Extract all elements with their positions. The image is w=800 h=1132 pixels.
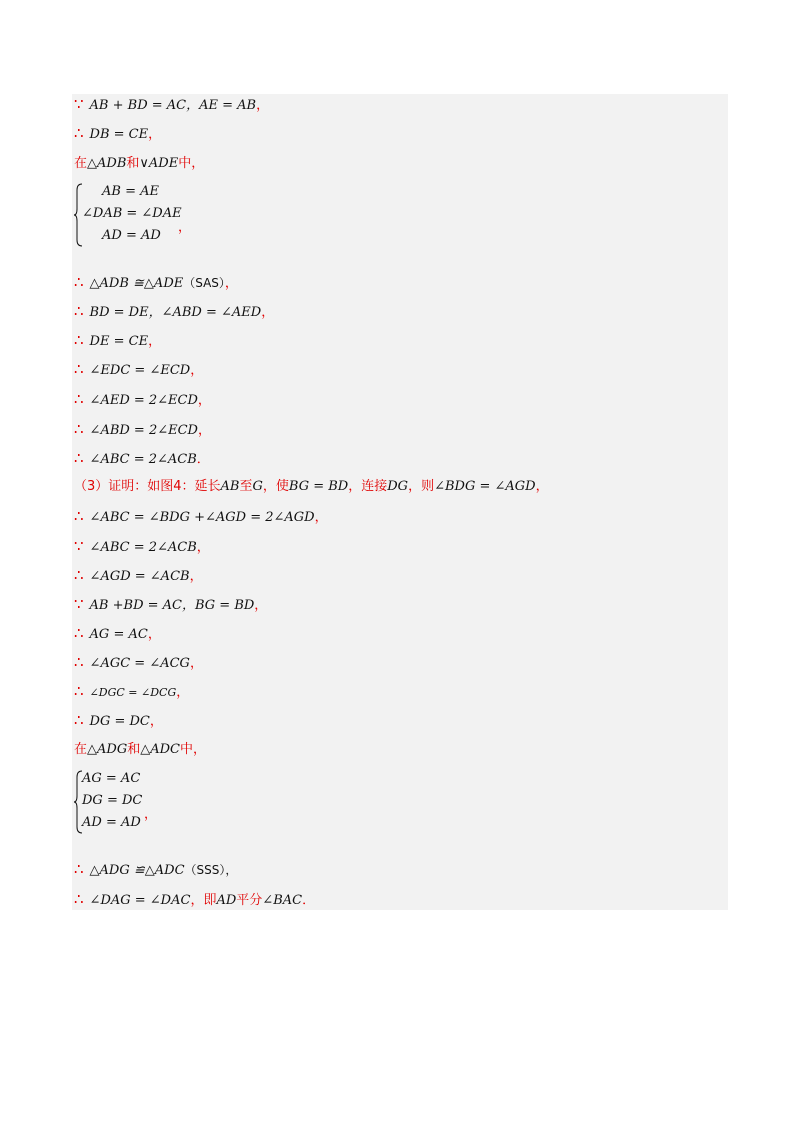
- equation: △ADB ≅△ADE: [89, 276, 184, 291]
- punct: ，: [178, 220, 192, 235]
- proof-line-7: [74, 358, 203, 380]
- punct: ，: [149, 714, 163, 729]
- equation: ∠ABC = 2∠ACB: [89, 540, 197, 555]
- punct: ，: [224, 276, 238, 291]
- proof-part-3-heading: [74, 476, 549, 498]
- therefore-symbol: ∴: [74, 653, 84, 671]
- equation: ∠DAG = ∠DAC: [89, 893, 191, 908]
- system-row: DG = DC: [82, 793, 143, 808]
- text: 至: [239, 479, 253, 494]
- proof-line-5: [74, 300, 274, 322]
- proof-line-19: [74, 739, 206, 761]
- therefore-symbol: ∴: [74, 273, 84, 291]
- punct: ，: [148, 127, 162, 142]
- equation: ∠DGC = ∠DCG: [89, 686, 177, 699]
- punct: ，: [261, 305, 275, 320]
- triangle-2: ∨ADE: [139, 156, 179, 171]
- equation: BD = DE，∠ABD = ∠AED: [89, 305, 262, 320]
- equation: DE = CE: [89, 334, 149, 349]
- proof-line-8: [74, 388, 211, 410]
- punct: ，: [225, 863, 238, 877]
- therefore-symbol: ∴: [74, 682, 84, 700]
- punct: ，: [314, 510, 328, 525]
- punct: ，: [147, 627, 161, 642]
- punct: ，: [197, 393, 211, 408]
- proof-line-6: [74, 329, 161, 351]
- equation: DB = CE: [89, 127, 149, 142]
- proof-line-12: [74, 535, 210, 557]
- therefore-symbol: ∴: [74, 507, 84, 525]
- equation: AB +BD = AC，BG = BD: [89, 598, 255, 613]
- therefore-symbol: ∴: [74, 860, 84, 878]
- proof-line-13: [74, 564, 203, 586]
- proof-line-21: [74, 888, 315, 910]
- therefore-symbol: ∴: [74, 566, 84, 584]
- proof-line-3: [74, 153, 204, 175]
- angle: ∠BAC: [262, 893, 303, 908]
- punct: ，: [190, 363, 204, 378]
- equation: ∠AGD = ∠ACB: [89, 569, 190, 584]
- therefore-symbol: ∴: [74, 390, 84, 408]
- text: 平分: [236, 893, 263, 908]
- system-row: AD = AD: [82, 815, 141, 830]
- text: 在: [74, 742, 88, 757]
- equation: AB + BD = AC，AE = AB: [89, 98, 257, 113]
- congruence-reason: （SAS）: [183, 276, 225, 290]
- punct: ，: [176, 685, 190, 700]
- because-symbol: ∵: [74, 537, 84, 555]
- equation: △ADG ≌△ADC: [89, 863, 185, 878]
- punct: ，: [189, 656, 203, 671]
- text: ，即: [190, 893, 217, 908]
- therefore-symbol: ∴: [74, 890, 84, 908]
- proof-line-10: [74, 447, 210, 469]
- therefore-symbol: ∴: [74, 124, 84, 142]
- point: G: [252, 479, 263, 494]
- proof-line-14: [74, 593, 267, 615]
- punct: ．: [196, 452, 210, 467]
- segment: AD: [216, 893, 237, 908]
- equation: AG = AC: [89, 627, 148, 642]
- text: 和: [127, 742, 141, 757]
- therefore-symbol: ∴: [74, 711, 84, 729]
- equation: ∠EDC = ∠ECD: [89, 363, 191, 378]
- system-row: AB = AE: [102, 184, 159, 199]
- equation: ∠ABD = 2∠ECD: [89, 423, 198, 438]
- equation: ∠AGC = ∠ACG: [89, 656, 190, 671]
- proof-line-18: [74, 709, 163, 731]
- therefore-symbol: ∴: [74, 360, 84, 378]
- because-symbol: ∵: [74, 95, 84, 113]
- punct: ，: [256, 98, 270, 113]
- triangle-1: △ADG: [87, 742, 128, 757]
- proof-line-4: [74, 271, 238, 293]
- proof-line-2: [74, 122, 161, 144]
- triangle-1: △ADB: [87, 156, 127, 171]
- text: ，连接: [348, 479, 388, 494]
- congruence-reason: （SSS）: [184, 863, 226, 877]
- system-row: AD = AD: [102, 228, 161, 243]
- punct: ．: [302, 893, 316, 908]
- punct: ，: [189, 569, 203, 584]
- because-symbol: ∵: [74, 595, 84, 613]
- therefore-symbol: ∴: [74, 331, 84, 349]
- punct: ，: [148, 334, 162, 349]
- therefore-symbol: ∴: [74, 302, 84, 320]
- text: 在: [74, 156, 88, 171]
- equation: ∠ABC = ∠BDG +∠AGD = 2∠AGD: [89, 510, 315, 525]
- equation: DG = DC: [89, 714, 150, 729]
- text: 中，: [180, 742, 207, 757]
- punct: ，: [535, 479, 549, 494]
- therefore-symbol: ∴: [74, 449, 84, 467]
- segment: AB: [220, 479, 240, 494]
- system-row: ∠DAB = ∠DAE: [82, 206, 182, 221]
- proof-line-20: [74, 858, 237, 880]
- proof-line-17: [74, 680, 189, 702]
- equation: BG = BD: [288, 479, 349, 494]
- punct: ，: [196, 540, 210, 555]
- part-label: （3）证明：如图4：延长: [74, 479, 221, 494]
- text: 中，: [178, 156, 205, 171]
- text: 和: [126, 156, 140, 171]
- proof-line-15: [74, 622, 161, 644]
- equation: ∠BDG = ∠AGD: [434, 479, 536, 494]
- equation: ∠AED = 2∠ECD: [89, 393, 198, 408]
- system-row: AG = AC: [82, 771, 141, 786]
- segment: DG: [387, 479, 409, 494]
- equation: ∠ABC = 2∠ACB: [89, 452, 197, 467]
- proof-line-9: [74, 418, 211, 440]
- equation-system-2: [74, 769, 274, 835]
- text: ，则: [408, 479, 435, 494]
- equation-system-1: [74, 182, 274, 248]
- punct: ，: [254, 598, 268, 613]
- therefore-symbol: ∴: [74, 420, 84, 438]
- therefore-symbol: ∴: [74, 624, 84, 642]
- punct: ，: [144, 807, 158, 822]
- proof-line-11: [74, 505, 328, 527]
- text: ，使: [262, 479, 289, 494]
- proof-line-1: [74, 93, 269, 115]
- proof-line-16: [74, 651, 203, 673]
- punct: ，: [197, 423, 211, 438]
- triangle-2: △ADC: [140, 742, 180, 757]
